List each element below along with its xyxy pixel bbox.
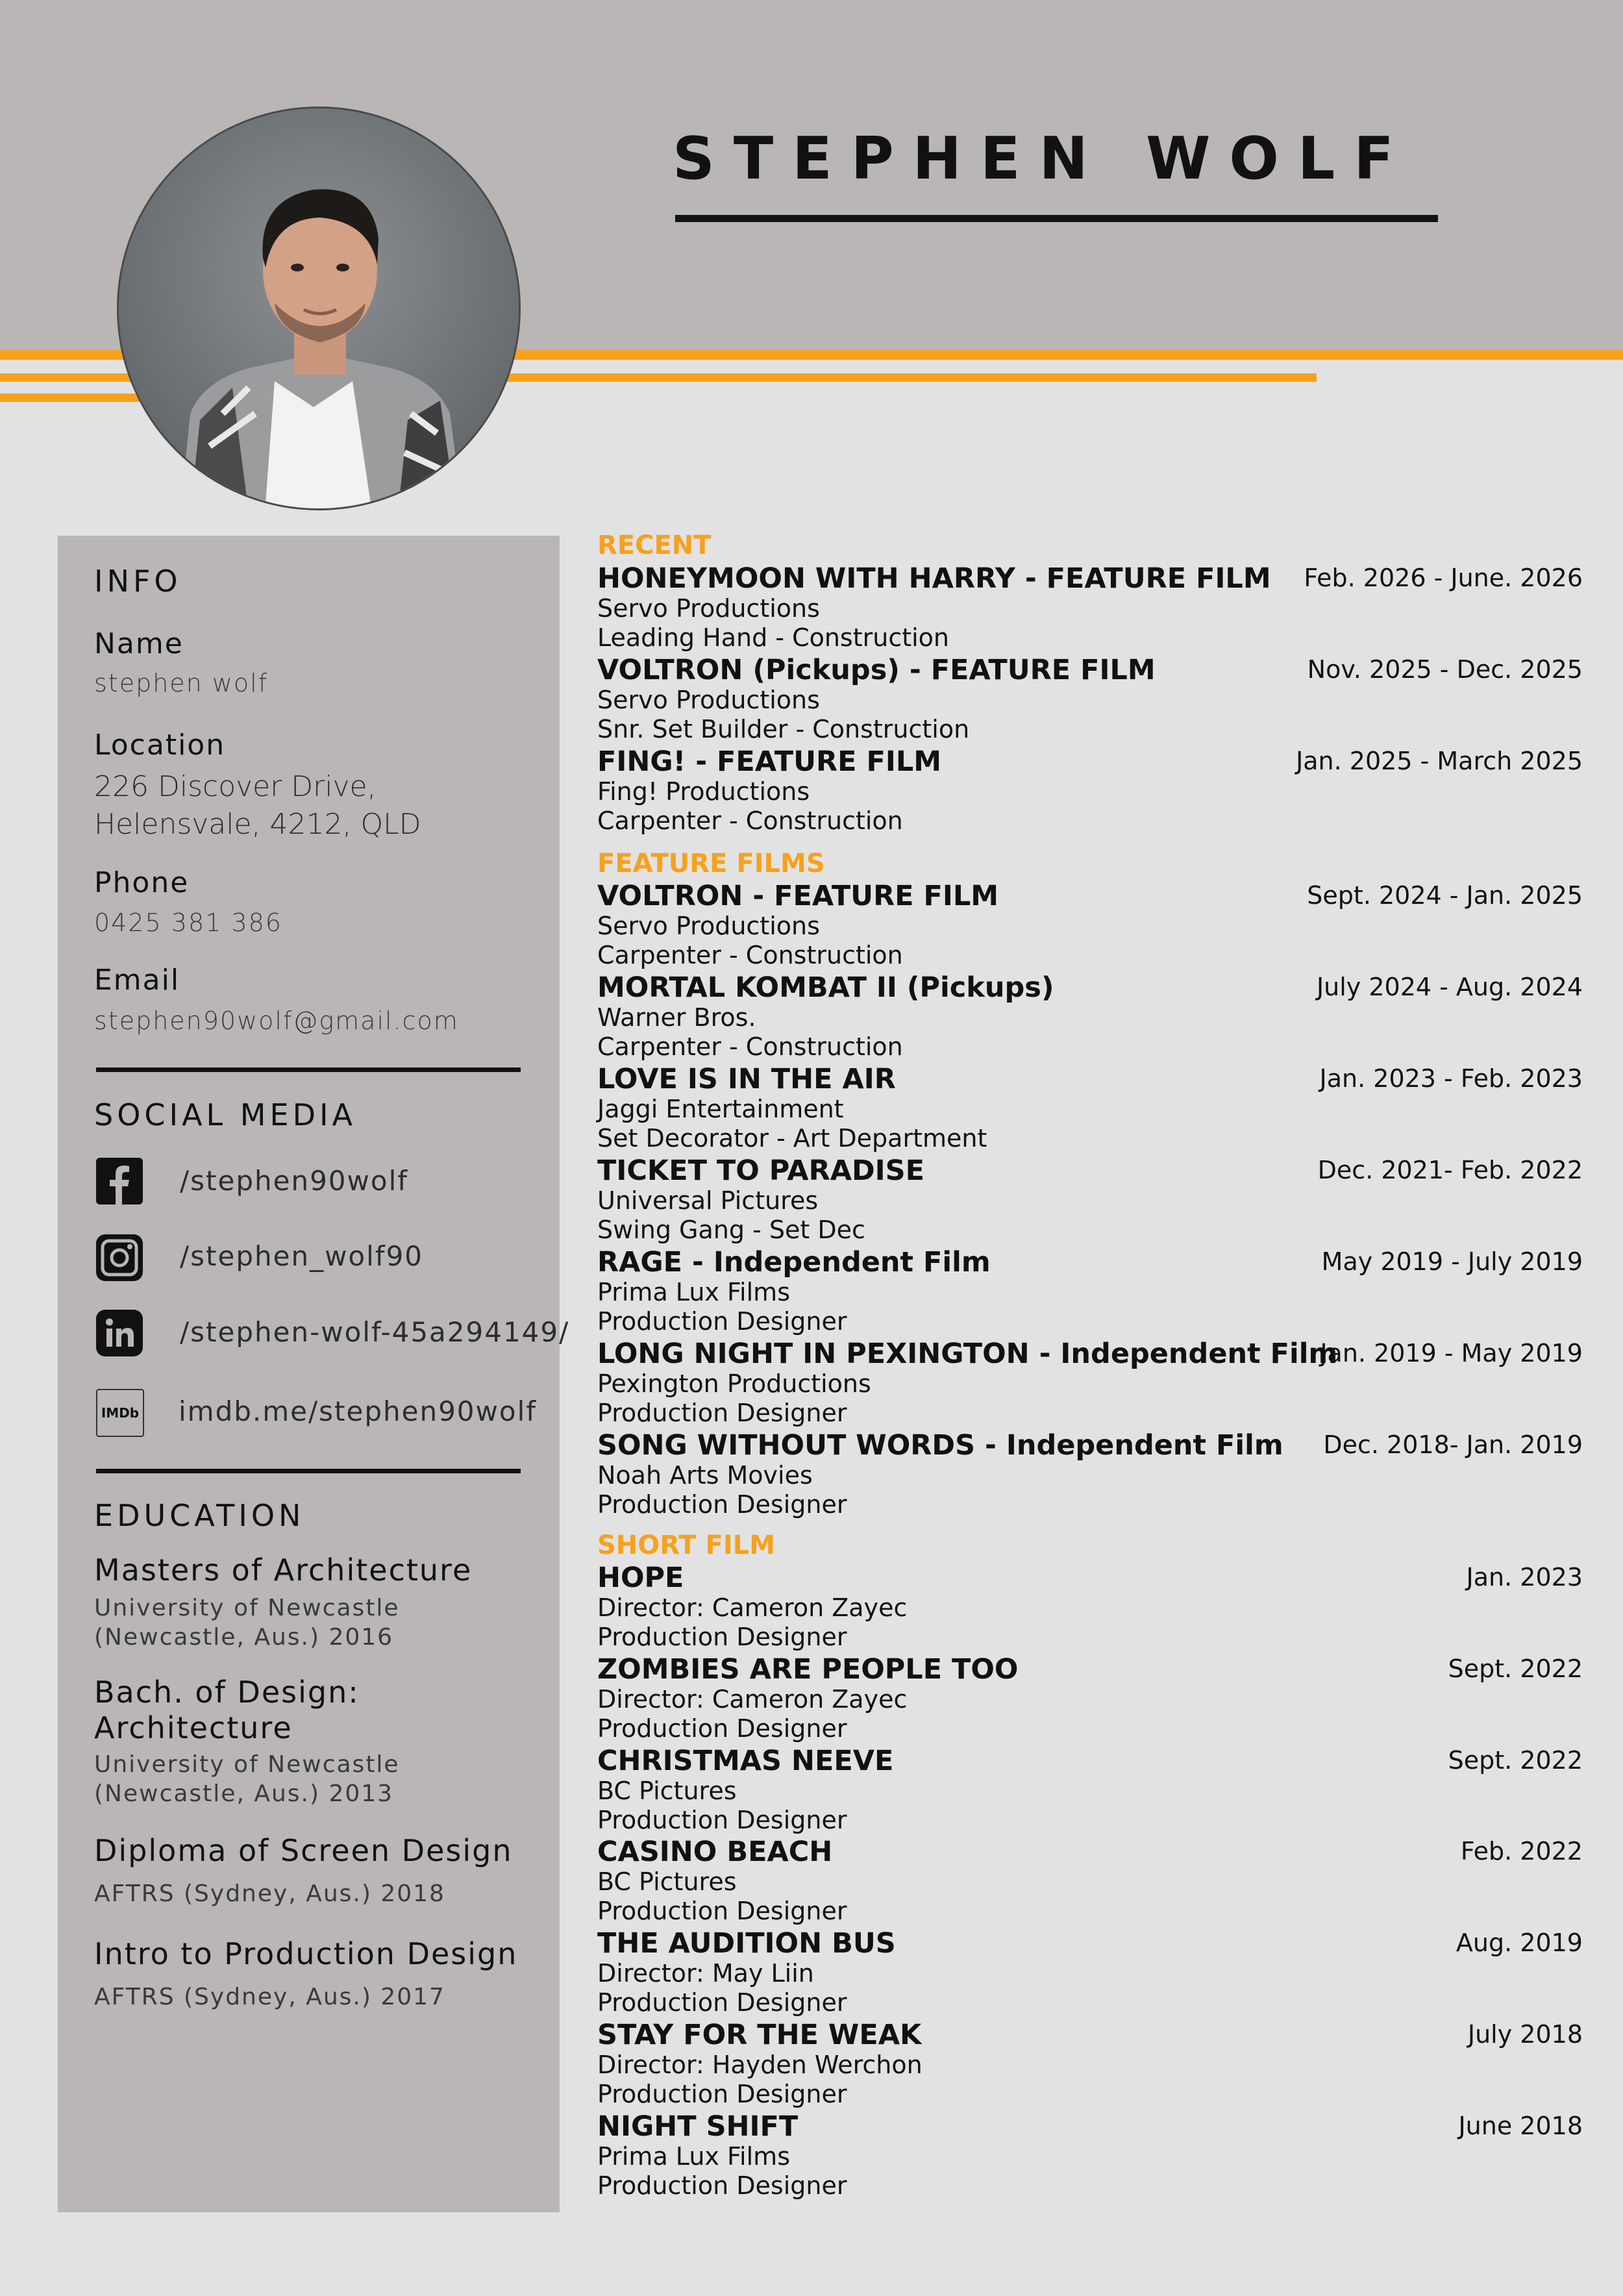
job-company: Prima Lux Films — [597, 1278, 790, 1306]
name-underline — [675, 215, 1438, 222]
job-dates: Sept. 2024 - Jan. 2025 — [1307, 881, 1583, 910]
job-company: Servo Productions — [597, 686, 820, 714]
job-role: Production Designer — [597, 1490, 847, 1519]
education-title: Bach. of Design: — [94, 1675, 360, 1710]
job-title: MORTAL KOMBAT II (Pickups) — [597, 971, 1054, 1004]
linkedin-icon — [96, 1310, 143, 1356]
section-heading-short-film: SHORT FILM — [597, 1530, 776, 1560]
job-role: Carpenter - Construction — [597, 941, 903, 969]
phone-value: 0425 381 386 — [94, 908, 282, 937]
job-role: Production Designer — [597, 1714, 847, 1743]
job-company: Universal Pictures — [597, 1186, 819, 1215]
job-company: Servo Productions — [597, 912, 820, 940]
job-title: CHRISTMAS NEEVE — [597, 1745, 894, 1777]
job-company: Warner Bros. — [597, 1003, 756, 1032]
job-dates: Jan. 2025 - March 2025 — [1296, 747, 1583, 775]
divider — [96, 1469, 521, 1473]
job-title: CASINO BEACH — [597, 1836, 833, 1868]
location-line-2: Helensvale, 4212, QLD — [94, 808, 421, 841]
job-role: Carpenter - Construction — [597, 1032, 903, 1061]
instagram-icon — [96, 1234, 143, 1281]
job-role: Production Designer — [597, 1399, 847, 1427]
linkedin-handle[interactable]: /stephen-wolf-45a294149/ — [180, 1316, 570, 1348]
job-dates: Jan. 2023 - Feb. 2023 — [1319, 1064, 1583, 1093]
job-title: VOLTRON - FEATURE FILM — [597, 880, 999, 912]
instagram-handle[interactable]: /stephen_wolf90 — [180, 1240, 424, 1272]
candidate-name: STEPHEN WOLF — [673, 125, 1413, 193]
job-title: LOVE IS IN THE AIR — [597, 1063, 896, 1095]
education-title: Intro to Production Design — [94, 1936, 518, 1971]
job-title: HONEYMOON WITH HARRY - FEATURE FILM — [597, 562, 1271, 595]
facebook-handle[interactable]: /stephen90wolf — [180, 1165, 409, 1197]
education-school: University of Newcastle — [94, 1595, 400, 1621]
job-dates: June 2018 — [1458, 2112, 1583, 2140]
social-heading: SOCIAL MEDIA — [94, 1097, 357, 1132]
education-school: AFTRS (Sydney, Aus.) 2018 — [94, 1880, 445, 1907]
job-title: STAY FOR THE WEAK — [597, 2019, 922, 2051]
location-line-1: 226 Discover Drive, — [94, 770, 377, 803]
imdb-icon-text: IMDb — [101, 1405, 140, 1421]
imdb-icon — [96, 1389, 144, 1437]
job-company: Director: May Liin — [597, 1959, 814, 1988]
job-role: Set Decorator - Art Department — [597, 1124, 987, 1153]
job-role: Production Designer — [597, 1897, 847, 1925]
info-heading: INFO — [94, 564, 182, 599]
portrait-illustration — [119, 108, 521, 510]
job-title: ZOMBIES ARE PEOPLE TOO — [597, 1653, 1019, 1686]
job-dates: July 2024 - Aug. 2024 — [1316, 973, 1583, 1001]
job-title: RAGE - Independent Film — [597, 1246, 991, 1279]
education-heading: EDUCATION — [94, 1498, 305, 1533]
education-location-year: (Newcastle, Aus.) 2016 — [94, 1624, 394, 1651]
job-title: FING! - FEATURE FILM — [597, 745, 942, 778]
job-role: Production Designer — [597, 1307, 847, 1336]
job-dates: Jan. 2023 — [1466, 1563, 1583, 1591]
job-role: Production Designer — [597, 1623, 847, 1651]
education-school: University of Newcastle — [94, 1751, 400, 1778]
job-dates: May 2019 - July 2019 — [1321, 1247, 1583, 1276]
job-company: Director: Hayden Werchon — [597, 2051, 923, 2079]
section-heading-recent: RECENT — [597, 530, 712, 560]
job-role: Production Designer — [597, 1806, 847, 1834]
job-title: THE AUDITION BUS — [597, 1927, 896, 1960]
job-company: Pexington Productions — [597, 1369, 871, 1398]
job-dates: Dec. 2021- Feb. 2022 — [1317, 1156, 1583, 1184]
job-company: Director: Cameron Zayec — [597, 1685, 908, 1714]
education-title: Masters of Architecture — [94, 1553, 473, 1588]
job-company: Prima Lux Films — [597, 2142, 790, 2171]
section-heading-feature-films: FEATURE FILMS — [597, 849, 825, 879]
job-role: Swing Gang - Set Dec — [597, 1216, 865, 1244]
job-title: SONG WITHOUT WORDS - Independent Film — [597, 1429, 1283, 1462]
phone-label: Phone — [94, 866, 190, 899]
job-dates: Nov. 2025 - Dec. 2025 — [1307, 655, 1583, 684]
job-title: HOPE — [597, 1562, 684, 1594]
divider — [96, 1067, 521, 1072]
job-title: NIGHT SHIFT — [597, 2110, 799, 2143]
name-label: Name — [94, 627, 184, 660]
job-role: Snr. Set Builder - Construction — [597, 715, 970, 743]
job-company: Servo Productions — [597, 594, 820, 623]
education-title: Diploma of Screen Design — [94, 1833, 513, 1868]
job-dates: Feb. 2026 - June. 2026 — [1304, 564, 1583, 592]
job-company: BC Pictures — [597, 1867, 737, 1896]
job-company: Jaggi Entertainment — [597, 1095, 844, 1123]
job-company: BC Pictures — [597, 1777, 737, 1805]
job-company: Director: Cameron Zayec — [597, 1593, 908, 1622]
education-school: AFTRS (Sydney, Aus.) 2017 — [94, 1984, 445, 2010]
job-dates: Sept. 2022 — [1448, 1746, 1583, 1775]
job-title: TICKET TO PARADISE — [597, 1154, 925, 1187]
job-title: LONG NIGHT IN PEXINGTON - Independent Film — [597, 1338, 1338, 1370]
job-role: Production Designer — [597, 1988, 847, 2017]
name-value: stephen wolf — [94, 669, 269, 697]
job-role: Carpenter - Construction — [597, 806, 903, 835]
job-role: Leading Hand - Construction — [597, 623, 950, 652]
job-dates: Dec. 2018- Jan. 2019 — [1323, 1430, 1583, 1459]
job-role: Production Designer — [597, 2171, 847, 2200]
education-title-line-2: Architecture — [94, 1710, 293, 1745]
location-label: Location — [94, 729, 226, 762]
job-dates: Feb. 2022 — [1460, 1837, 1583, 1866]
job-dates: Aug. 2019 — [1456, 1928, 1583, 1957]
job-dates: July 2018 — [1467, 2020, 1583, 2049]
email-value: stephen90wolf@gmail.com — [94, 1006, 459, 1035]
profile-photo — [117, 106, 521, 510]
job-role: Production Designer — [597, 2080, 847, 2108]
job-title: VOLTRON (Pickups) - FEATURE FILM — [597, 654, 1156, 686]
job-company: Fing! Productions — [597, 777, 810, 806]
job-dates: Jan. 2019 - May 2019 — [1320, 1339, 1583, 1367]
facebook-icon — [96, 1158, 143, 1204]
job-company: Noah Arts Movies — [597, 1461, 813, 1490]
job-dates: Sept. 2022 — [1448, 1654, 1583, 1683]
email-label: Email — [94, 964, 180, 997]
imdb-handle[interactable]: imdb.me/stephen90wolf — [179, 1395, 538, 1427]
education-location-year: (Newcastle, Aus.) 2013 — [94, 1780, 394, 1807]
